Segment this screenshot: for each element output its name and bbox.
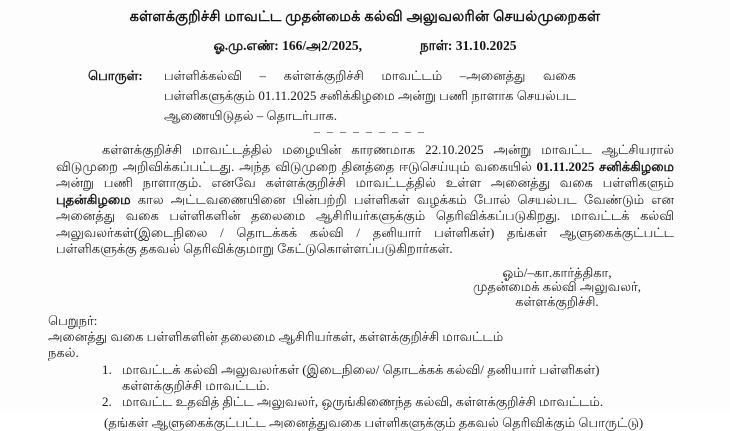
section-divider: – – – – – – – – – (314, 124, 426, 138)
copy-item-text: மாவட்டக் கல்வி அலுவலர்கள் (இடைநிலை/ தொடக்கக் கல்வி/ தனியார் பள்ளிகள்) கள்ளக்குறிச்சி மாவட்டம். (122, 362, 600, 393)
body-bold-working-day-date: 01.11.2025 சனிக்கிழமை (536, 158, 674, 174)
copy-item-text: மாவட்ட உதவித் திட்ட அலுவலர், ஒருங்கிணைந்த கல்வி, கள்ளக்குறிச்சி மாவட்டம். (122, 394, 604, 409)
copy-item-number: 2. (102, 394, 112, 409)
reference-line (0, 38, 730, 56)
recipient-section (48, 313, 680, 361)
copy-item (102, 362, 678, 394)
signature-signed-name: ஓம்/–கா.கார்த்திகா, (502, 264, 612, 280)
document-date: நாள்: 31.10.2025 (420, 38, 517, 53)
subject-text: பள்ளிக்கல்வி – கள்ளக்குறிச்சி மாவட்டம் –அனைத்து வகை பள்ளிகளுக்கும் 01.11.2025 சனிக்கிழமை அன்று பணி நாளாக செயல்பட ஆணையிடுதல் – தொடர்பாக. (164, 68, 576, 123)
recipient-label: பெறுநர்: (48, 313, 98, 328)
copy-item-number: 1. (102, 362, 112, 377)
document-title: கள்ளக்குறிச்சி மாவட்ட முதன்மைக் கல்வி அலுவலரின் செயல்முறைகள் (129, 9, 601, 25)
copy-label: நகல். (48, 345, 79, 360)
signature-designation: முதன்மைக் கல்வி அலுவலர், (472, 279, 642, 294)
signature-block (442, 266, 672, 310)
body-bold-timetable-day: புதன்கிழமை (56, 191, 131, 207)
copy-item (102, 394, 678, 410)
subject-body (164, 66, 576, 136)
body-text-3: கால அட்டவணையினை பின்பற்றி பள்ளிகள் வழக்கம் போல் செயல்பட வேண்டும் என அனைத்து வகை பள்ளிகளின் தலைமை ஆசிரியர்களுக்கும் தெரிவிக்கப்படுகிறது. மாவட்டக் கல்வி அலுவலர்கள்(இடைநிலை / தொடக்கக் கல்வி / தனியார் பள்ளிகள்) தங்கள் ஆளுகைக்குட்பட்ட பள்ளிகளுக்கு தகவல் தெரிவிக்குமாறு கேட்டுகொள்ளப்படுகிறார்கள். (56, 191, 674, 256)
reference-number: ஓ.மு.எண்: 166/அ2/2025, (213, 38, 362, 53)
footnote-parenthetical: (தங்கள் ஆளுகைக்குட்பட்ட அனைத்துவகை பள்ளிகளுக்கும் தகவல் தெரிவிக்கும் பொருட்டு) (104, 415, 644, 430)
body-paragraph (56, 142, 674, 258)
copy-list (102, 362, 678, 410)
body-text-1: கள்ளக்குறிச்சி மாவட்டத்தில் மழையின் காரணமாக 22.10.2025 அன்று மாவட்ட ஆட்சியரால் விடுமுறை அறிவிக்கப்பட்டது. அந்த விடுமுறை தினத்தை ஈடுசெய்யும் வகையில் (56, 142, 674, 174)
recipient-text: அனைத்து வகை பள்ளிகளின் தலைமை ஆசிரியர்கள், கள்ளக்குறிச்சி மாவட்டம் (48, 329, 504, 344)
body-text-2: அன்று பணி நாளாகும். எனவே கள்ளக்குறிச்சி மாவட்டத்தில் உள்ள அனைத்து வகை பள்ளிகளும் (56, 175, 674, 190)
subject-label: பொருள்: (88, 68, 143, 83)
subject-section (88, 66, 730, 136)
signature-place: கள்ளக்குறிச்சி. (515, 293, 599, 309)
